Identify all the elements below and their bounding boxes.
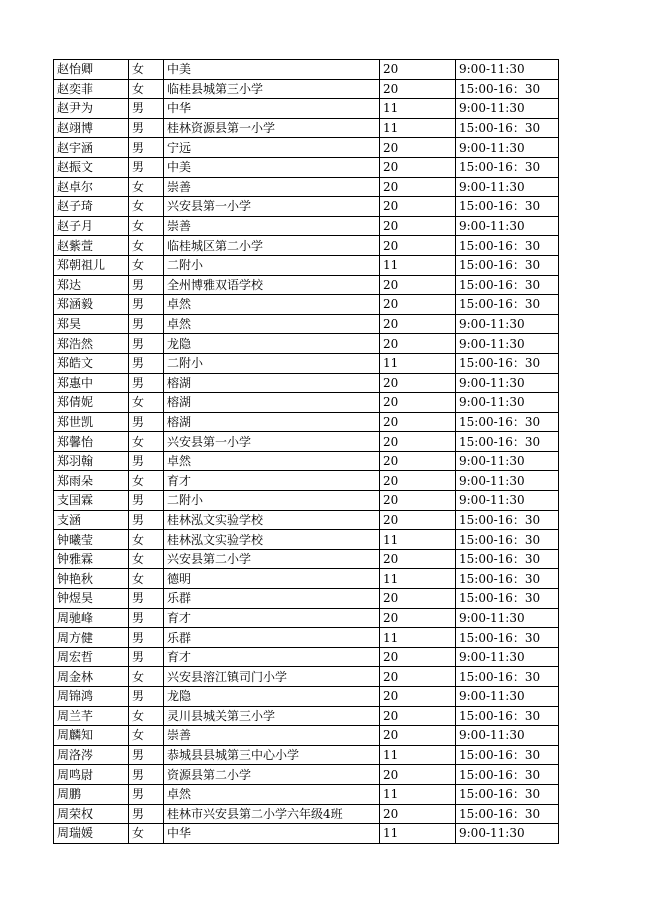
gender-cell: 男 [129, 314, 164, 334]
table-row [54, 197, 559, 217]
student-name-cell: 周鸣尉 [54, 765, 129, 785]
student-name-cell: 周鹏 [54, 784, 129, 804]
grade-cell: 20 [380, 157, 456, 177]
grade-cell: 11 [380, 824, 456, 844]
grade-cell: 20 [380, 79, 456, 99]
grade-cell: 20 [380, 726, 456, 746]
gender-cell: 男 [129, 334, 164, 354]
time-slot-cell: 9:00-11:30 [456, 177, 559, 197]
grade-cell: 20 [380, 314, 456, 334]
gender-cell: 男 [129, 510, 164, 530]
student-name-cell: 赵奕菲 [54, 79, 129, 99]
grade-cell: 20 [380, 177, 456, 197]
gender-cell: 男 [129, 608, 164, 628]
school-cell: 宁远 [164, 138, 380, 158]
student-name-cell: 赵紫萱 [54, 236, 129, 256]
grade-cell: 20 [380, 393, 456, 413]
grade-cell: 20 [380, 60, 456, 80]
gender-cell: 男 [129, 275, 164, 295]
student-name-cell: 周麟知 [54, 726, 129, 746]
student-name-cell: 郑雨朵 [54, 471, 129, 491]
table-row [54, 412, 559, 432]
grade-cell: 20 [380, 451, 456, 471]
student-name-cell: 支国霖 [54, 491, 129, 511]
school-cell: 乐群 [164, 589, 380, 609]
gender-cell: 女 [129, 530, 164, 550]
time-slot-cell: 9:00-11:30 [456, 824, 559, 844]
student-name-cell: 赵宇涵 [54, 138, 129, 158]
table-row [54, 255, 559, 275]
school-cell: 全州博雅双语学校 [164, 275, 380, 295]
table-row [54, 79, 559, 99]
time-slot-cell: 9:00-11:30 [456, 138, 559, 158]
school-cell: 二附小 [164, 353, 380, 373]
student-name-cell: 周金林 [54, 667, 129, 687]
table-row [54, 157, 559, 177]
time-slot-cell: 9:00-11:30 [456, 60, 559, 80]
school-cell: 崇善 [164, 216, 380, 236]
grade-cell: 20 [380, 471, 456, 491]
grade-cell: 11 [380, 118, 456, 138]
table-row [54, 530, 559, 550]
time-slot-cell: 15:00-16：30 [456, 589, 559, 609]
school-cell: 崇善 [164, 726, 380, 746]
table-row [54, 589, 559, 609]
time-slot-cell: 15:00-16：30 [456, 549, 559, 569]
student-name-cell: 赵卓尔 [54, 177, 129, 197]
grade-cell: 20 [380, 491, 456, 511]
grade-cell: 20 [380, 295, 456, 315]
gender-cell: 男 [129, 765, 164, 785]
time-slot-cell: 15:00-16：30 [456, 784, 559, 804]
student-name-cell: 郑昊 [54, 314, 129, 334]
time-slot-cell: 9:00-11:30 [456, 334, 559, 354]
gender-cell: 男 [129, 628, 164, 648]
table-row [54, 451, 559, 471]
gender-cell: 男 [129, 589, 164, 609]
time-slot-cell: 9:00-11:30 [456, 687, 559, 707]
student-name-cell: 周驰峰 [54, 608, 129, 628]
grade-cell: 20 [380, 138, 456, 158]
time-slot-cell: 9:00-11:30 [456, 393, 559, 413]
table-row [54, 471, 559, 491]
table-row [54, 118, 559, 138]
gender-cell: 女 [129, 177, 164, 197]
time-slot-cell: 9:00-11:30 [456, 216, 559, 236]
school-cell: 卓然 [164, 314, 380, 334]
time-slot-cell: 15:00-16：30 [456, 569, 559, 589]
school-cell: 桂林泓文实验学校 [164, 530, 380, 550]
grade-cell: 20 [380, 334, 456, 354]
student-name-cell: 周锦鸿 [54, 687, 129, 707]
grade-cell: 11 [380, 569, 456, 589]
school-cell: 育才 [164, 647, 380, 667]
grade-cell: 11 [380, 784, 456, 804]
time-slot-cell: 9:00-11:30 [456, 647, 559, 667]
table-row [54, 314, 559, 334]
school-cell: 德明 [164, 569, 380, 589]
table-row [54, 138, 559, 158]
grade-cell: 20 [380, 216, 456, 236]
school-cell: 恭城县县城第三中心小学 [164, 745, 380, 765]
gender-cell: 女 [129, 216, 164, 236]
gender-cell: 女 [129, 197, 164, 217]
table-row [54, 60, 559, 80]
school-cell: 灵川县城关第三小学 [164, 706, 380, 726]
student-name-cell: 钟艳秋 [54, 569, 129, 589]
table-row [54, 334, 559, 354]
gender-cell: 女 [129, 824, 164, 844]
student-name-cell: 周瑞媛 [54, 824, 129, 844]
gender-cell: 女 [129, 549, 164, 569]
student-name-cell: 周方健 [54, 628, 129, 648]
gender-cell: 男 [129, 745, 164, 765]
gender-cell: 男 [129, 451, 164, 471]
school-cell: 卓然 [164, 451, 380, 471]
school-cell: 兴安县第一小学 [164, 432, 380, 452]
gender-cell: 女 [129, 60, 164, 80]
time-slot-cell: 15:00-16：30 [456, 275, 559, 295]
grade-cell: 20 [380, 432, 456, 452]
time-slot-cell: 9:00-11:30 [456, 726, 559, 746]
grade-cell: 20 [380, 687, 456, 707]
table-row [54, 353, 559, 373]
school-cell: 中华 [164, 824, 380, 844]
grade-cell: 20 [380, 647, 456, 667]
student-name-cell: 周宏哲 [54, 647, 129, 667]
time-slot-cell: 15:00-16：30 [456, 255, 559, 275]
grade-cell: 20 [380, 804, 456, 824]
school-cell: 育才 [164, 608, 380, 628]
table-row [54, 216, 559, 236]
grade-cell: 11 [380, 530, 456, 550]
gender-cell: 女 [129, 726, 164, 746]
student-name-cell: 郑达 [54, 275, 129, 295]
grade-cell: 20 [380, 373, 456, 393]
school-cell: 育才 [164, 471, 380, 491]
time-slot-cell: 15:00-16：30 [456, 667, 559, 687]
time-slot-cell: 15:00-16：30 [456, 157, 559, 177]
student-name-cell: 郑惠中 [54, 373, 129, 393]
student-name-cell: 郑浩然 [54, 334, 129, 354]
school-cell: 乐群 [164, 628, 380, 648]
time-slot-cell: 15:00-16：30 [456, 118, 559, 138]
student-name-cell: 郑朝祖儿 [54, 255, 129, 275]
student-name-cell: 郑馨怡 [54, 432, 129, 452]
gender-cell: 女 [129, 236, 164, 256]
grade-cell: 11 [380, 745, 456, 765]
grade-cell: 20 [380, 236, 456, 256]
school-cell: 卓然 [164, 295, 380, 315]
time-slot-cell: 15:00-16：30 [456, 706, 559, 726]
table-row [54, 804, 559, 824]
grade-cell: 20 [380, 608, 456, 628]
student-name-cell: 钟曦莹 [54, 530, 129, 550]
table-row [54, 784, 559, 804]
time-slot-cell: 9:00-11:30 [456, 314, 559, 334]
grade-cell: 11 [380, 99, 456, 119]
time-slot-cell: 15:00-16：30 [456, 412, 559, 432]
table-row [54, 549, 559, 569]
school-cell: 兴安县第二小学 [164, 549, 380, 569]
school-cell: 桂林市兴安县第二小学六年级4班 [164, 804, 380, 824]
gender-cell: 男 [129, 412, 164, 432]
roster-table [53, 59, 559, 844]
student-name-cell: 赵翊博 [54, 118, 129, 138]
gender-cell: 女 [129, 432, 164, 452]
gender-cell: 男 [129, 804, 164, 824]
school-cell: 崇善 [164, 177, 380, 197]
school-cell: 二附小 [164, 491, 380, 511]
table-row [54, 177, 559, 197]
gender-cell: 男 [129, 687, 164, 707]
table-row [54, 569, 559, 589]
grade-cell: 20 [380, 275, 456, 295]
student-name-cell: 赵子月 [54, 216, 129, 236]
time-slot-cell: 9:00-11:30 [456, 471, 559, 491]
student-name-cell: 钟雅霖 [54, 549, 129, 569]
student-name-cell: 周荣权 [54, 804, 129, 824]
roster-body [54, 60, 559, 844]
grade-cell: 20 [380, 667, 456, 687]
gender-cell: 男 [129, 138, 164, 158]
student-name-cell: 郑涵毅 [54, 295, 129, 315]
time-slot-cell: 15:00-16：30 [456, 628, 559, 648]
time-slot-cell: 15:00-16：30 [456, 236, 559, 256]
school-cell: 卓然 [164, 784, 380, 804]
grade-cell: 20 [380, 589, 456, 609]
table-row [54, 275, 559, 295]
table-row [54, 647, 559, 667]
table-row [54, 824, 559, 844]
time-slot-cell: 15:00-16：30 [456, 510, 559, 530]
school-cell: 中美 [164, 157, 380, 177]
school-cell: 榕湖 [164, 393, 380, 413]
student-name-cell: 赵子琦 [54, 197, 129, 217]
student-name-cell: 郑世凯 [54, 412, 129, 432]
gender-cell: 男 [129, 353, 164, 373]
time-slot-cell: 15:00-16：30 [456, 530, 559, 550]
student-name-cell: 郑皓文 [54, 353, 129, 373]
gender-cell: 女 [129, 569, 164, 589]
student-name-cell: 赵振文 [54, 157, 129, 177]
grade-cell: 20 [380, 510, 456, 530]
student-name-cell: 支涵 [54, 510, 129, 530]
school-cell: 桂林泓文实验学校 [164, 510, 380, 530]
student-name-cell: 郑羽翰 [54, 451, 129, 471]
school-cell: 中美 [164, 60, 380, 80]
school-cell: 桂林资源县第一小学 [164, 118, 380, 138]
grade-cell: 20 [380, 412, 456, 432]
grade-cell: 20 [380, 197, 456, 217]
table-row [54, 687, 559, 707]
student-name-cell: 周兰芊 [54, 706, 129, 726]
table-row [54, 608, 559, 628]
table-row [54, 726, 559, 746]
gender-cell: 女 [129, 706, 164, 726]
school-cell: 兴安县第一小学 [164, 197, 380, 217]
student-name-cell: 郑倩妮 [54, 393, 129, 413]
grade-cell: 20 [380, 706, 456, 726]
gender-cell: 女 [129, 79, 164, 99]
time-slot-cell: 9:00-11:30 [456, 451, 559, 471]
gender-cell: 男 [129, 373, 164, 393]
table-row [54, 236, 559, 256]
grade-cell: 11 [380, 353, 456, 373]
time-slot-cell: 15:00-16：30 [456, 79, 559, 99]
time-slot-cell: 9:00-11:30 [456, 491, 559, 511]
school-cell: 资源县第二小学 [164, 765, 380, 785]
table-row [54, 491, 559, 511]
table-row [54, 765, 559, 785]
school-cell: 龙隐 [164, 334, 380, 354]
school-cell: 龙隐 [164, 687, 380, 707]
gender-cell: 女 [129, 393, 164, 413]
school-cell: 兴安县溶江镇司门小学 [164, 667, 380, 687]
table-row [54, 667, 559, 687]
time-slot-cell: 15:00-16：30 [456, 197, 559, 217]
student-name-cell: 周洛涔 [54, 745, 129, 765]
student-name-cell: 赵怡卿 [54, 60, 129, 80]
grade-cell: 11 [380, 255, 456, 275]
table-row [54, 295, 559, 315]
grade-cell: 20 [380, 765, 456, 785]
time-slot-cell: 15:00-16：30 [456, 804, 559, 824]
school-cell: 临桂县城第三小学 [164, 79, 380, 99]
gender-cell: 女 [129, 255, 164, 275]
time-slot-cell: 15:00-16：30 [456, 432, 559, 452]
time-slot-cell: 9:00-11:30 [456, 99, 559, 119]
school-cell: 榕湖 [164, 373, 380, 393]
gender-cell: 男 [129, 157, 164, 177]
school-cell: 榕湖 [164, 412, 380, 432]
gender-cell: 男 [129, 491, 164, 511]
school-cell: 中华 [164, 99, 380, 119]
table-row [54, 706, 559, 726]
table-row [54, 373, 559, 393]
time-slot-cell: 15:00-16：30 [456, 745, 559, 765]
time-slot-cell: 15:00-16：30 [456, 765, 559, 785]
student-name-cell: 赵尹为 [54, 99, 129, 119]
student-name-cell: 钟煜昊 [54, 589, 129, 609]
gender-cell: 女 [129, 471, 164, 491]
school-cell: 二附小 [164, 255, 380, 275]
table-row [54, 393, 559, 413]
gender-cell: 男 [129, 784, 164, 804]
time-slot-cell: 15:00-16：30 [456, 295, 559, 315]
grade-cell: 20 [380, 549, 456, 569]
table-row [54, 628, 559, 648]
table-row [54, 510, 559, 530]
table-row [54, 745, 559, 765]
time-slot-cell: 9:00-11:30 [456, 373, 559, 393]
school-cell: 临桂城区第二小学 [164, 236, 380, 256]
table-row [54, 99, 559, 119]
time-slot-cell: 15:00-16：30 [456, 353, 559, 373]
table-row [54, 432, 559, 452]
grade-cell: 11 [380, 628, 456, 648]
gender-cell: 男 [129, 647, 164, 667]
gender-cell: 男 [129, 99, 164, 119]
gender-cell: 男 [129, 295, 164, 315]
gender-cell: 女 [129, 667, 164, 687]
time-slot-cell: 9:00-11:30 [456, 608, 559, 628]
gender-cell: 男 [129, 118, 164, 138]
